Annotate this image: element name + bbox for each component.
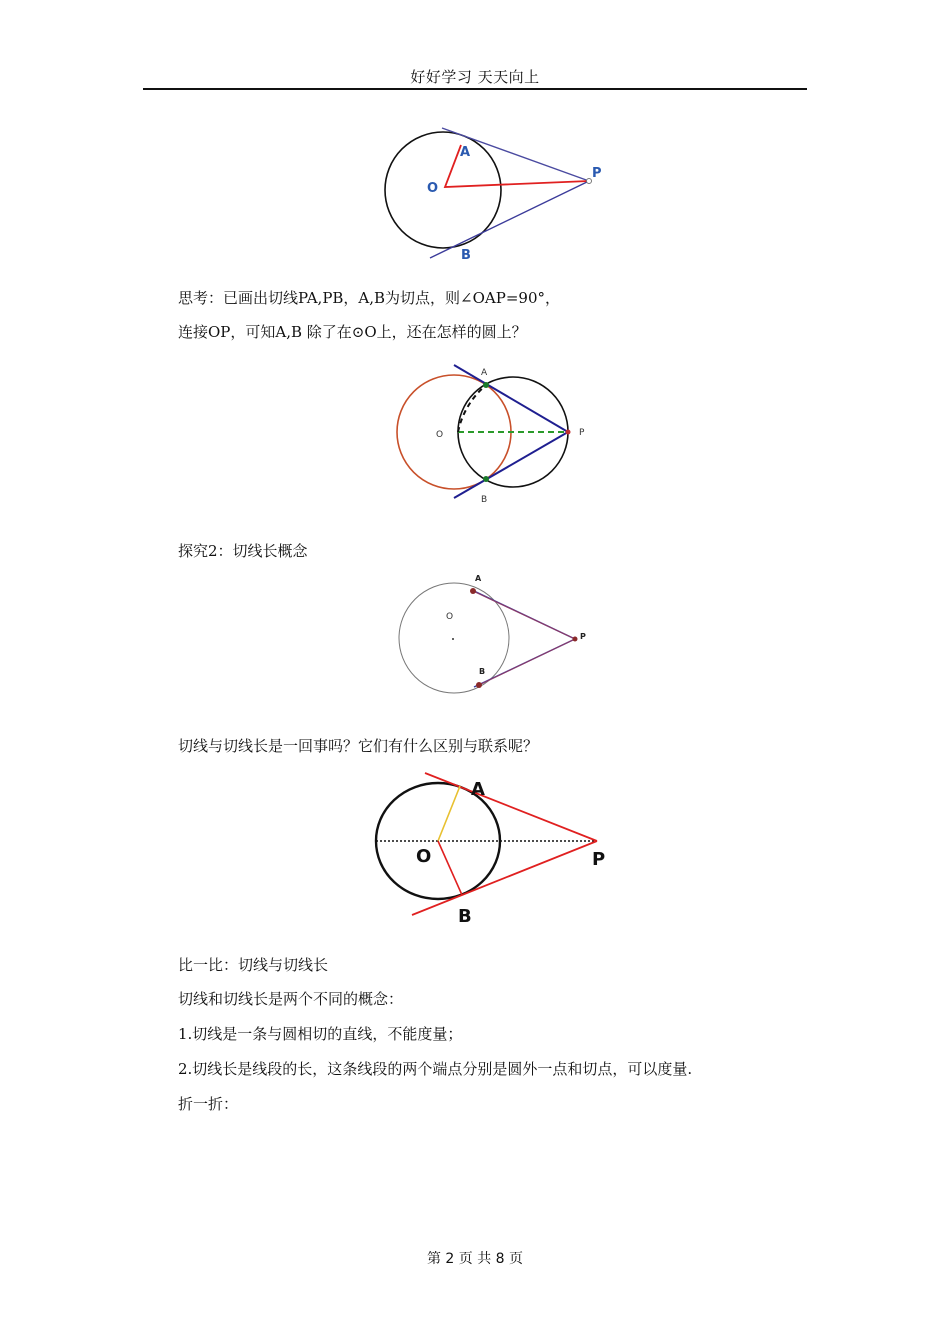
- radius-oa: [438, 786, 460, 841]
- think-text: 思考：已画出切线PA,PB，A,B为切点，则∠OAP=90°，: [178, 289, 561, 307]
- point2-text: 2.切线长是线段的长，这条线段的两个端点分别是圆外一点和切点，可以度量.: [178, 1060, 693, 1078]
- point-p: [587, 179, 592, 184]
- figure-compare: [370, 768, 620, 928]
- concepts-text: 切线和切线长是两个不同的概念：: [178, 990, 404, 1008]
- segment-pb: [479, 639, 575, 685]
- page-header: 好好学习 天天向上: [410, 68, 540, 86]
- label-o: O: [427, 181, 439, 196]
- tangent-pb: [412, 841, 597, 915]
- label-p: P: [592, 849, 606, 870]
- compare-text: 比一比：切线与切线长: [178, 956, 329, 974]
- point-b: [483, 476, 489, 482]
- label-p: P: [592, 166, 602, 181]
- tangent-pb: [454, 432, 568, 498]
- figure-tangent-lines: [370, 122, 620, 267]
- figure-two-circles: [390, 360, 600, 510]
- point-o: [452, 638, 454, 640]
- label-a: A: [481, 368, 488, 378]
- tangent-pb: [430, 181, 589, 258]
- label-p: P: [579, 428, 585, 438]
- figure-tangent-length: [392, 570, 592, 710]
- radius-ob: [438, 841, 462, 895]
- page-footer: 第 2 页 共 8 页: [426, 1251, 524, 1267]
- arc-oa: [458, 385, 486, 432]
- point-p: [573, 637, 578, 642]
- circle-o: [385, 132, 501, 248]
- label-p: P: [580, 632, 586, 641]
- point-a: [483, 382, 489, 388]
- point1-text: 1.切线是一条与圆相切的直线，不能度量；: [178, 1025, 463, 1043]
- label-b: B: [461, 248, 471, 263]
- label-o: O: [436, 430, 444, 440]
- point-p: [566, 430, 571, 435]
- fold-text: 折一折：: [178, 1095, 239, 1113]
- connect-text: 连接OP，可知A,B 除了在⊙O上，还在怎样的圆上？: [178, 323, 527, 341]
- label-o: O: [416, 846, 432, 867]
- tangent-pa: [454, 365, 568, 432]
- label-b: B: [479, 667, 486, 676]
- label-a: A: [460, 145, 471, 160]
- question-text: 切线与切线长是一回事吗？它们有什么区别与联系呢？: [178, 737, 539, 755]
- header-divider: [143, 88, 807, 90]
- label-b: B: [458, 906, 472, 927]
- explore-text: 探究2：切线长概念: [178, 542, 308, 560]
- radius-ob: [445, 187, 462, 243]
- point-b: [476, 682, 482, 688]
- label-a: A: [471, 779, 485, 800]
- segment-pa: [473, 591, 575, 639]
- label-o: O: [446, 612, 454, 622]
- label-b: B: [481, 495, 488, 505]
- point-a: [470, 588, 476, 594]
- label-a: A: [475, 574, 482, 583]
